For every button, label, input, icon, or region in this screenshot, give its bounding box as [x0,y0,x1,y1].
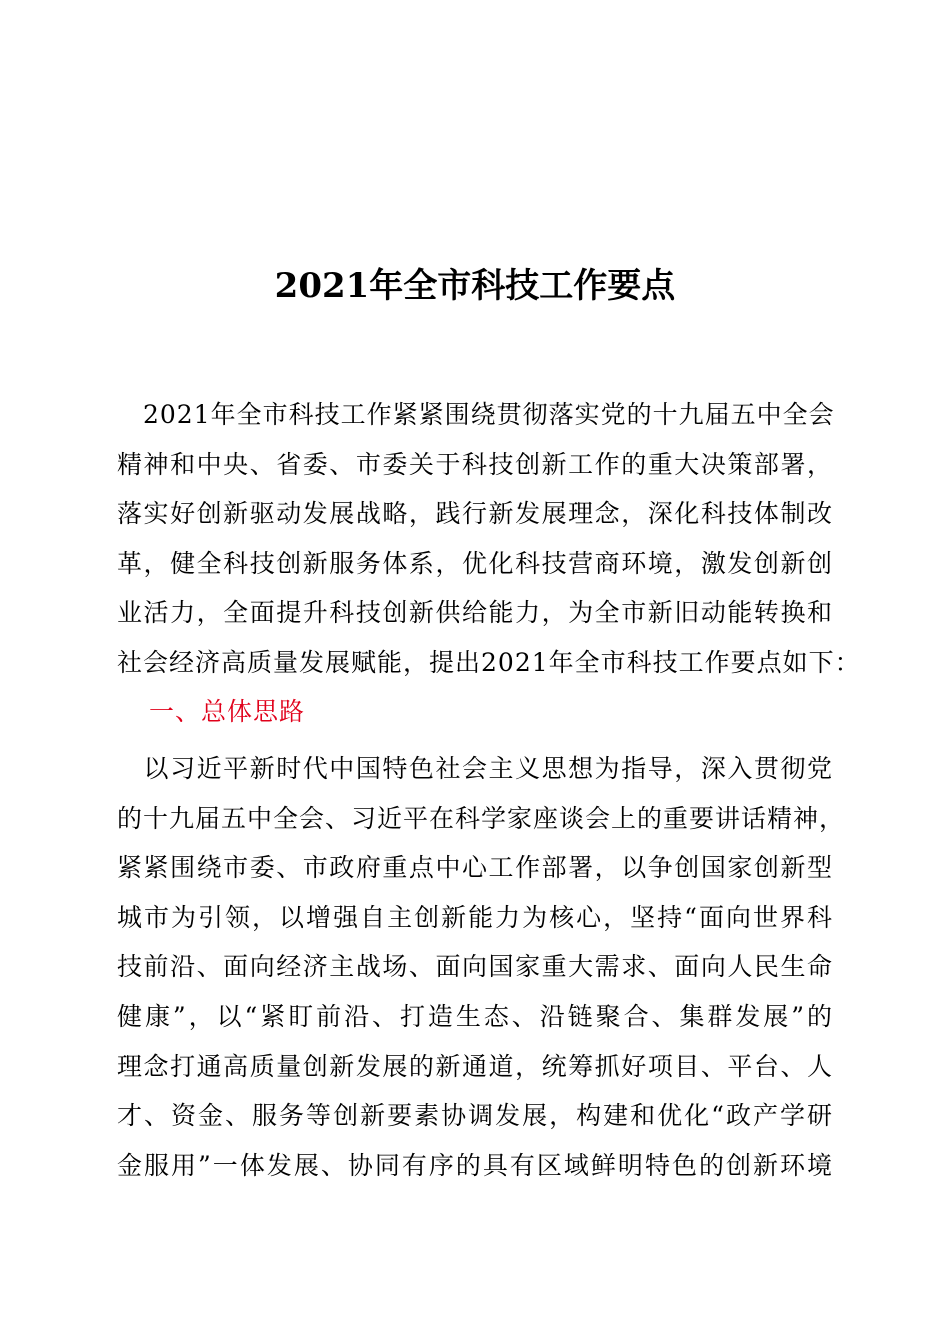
paragraph-line: 健康”，以“紧盯前沿、打造生态、沿链聚合、集群发展”的 [117,1001,833,1031]
paragraph-line: 金服用”一体发展、协同有序的具有区域鲜明特色的创新环境 [117,1150,833,1180]
paragraph-line: 紧紧围绕市委、市政府重点中心工作部署，以争创国家创新型 [117,853,833,883]
paragraph-line: 技前沿、面向经济主战场、面向国家重大需求、面向人民生命 [117,952,833,982]
paragraph-line: 才、资金、服务等创新要素协调发展，构建和优化“政产学研 [117,1101,833,1131]
paragraph-line: 落实好创新驱动发展战略，践行新发展理念，深化科技体制改 [117,499,833,529]
paragraph-line: 以习近平新时代中国特色社会主义思想为指导，深入贯彻党 [117,754,833,783]
section-heading: 一、总体思路 [149,697,306,726]
paragraph-intro [117,390,861,688]
paragraph-line: 社会经济高质量发展赋能，提出2021年全市科技工作要点如下： [117,647,861,677]
paragraph-line: 革，健全科技创新服务体系，优化科技营商环境，激发创新创 [117,548,833,578]
paragraph-line: 业活力，全面提升科技创新供给能力，为全市新旧动能转换和 [117,598,833,628]
paragraph-line: 2021年全市科技工作紧紧围绕贯彻落实党的十九届五中全会 [117,400,835,429]
paragraph-line: 城市为引领，以增强自主创新能力为核心，坚持“面向世界科 [117,902,833,932]
paragraph-overall-approach [117,744,846,1190]
paragraph-line: 理念打通高质量创新发展的新通道，统筹抓好项目、平台、人 [117,1051,833,1081]
paragraph-line: 精神和中央、省委、市委关于科技创新工作的重大决策部署， [117,449,833,479]
document-title: 2021年全市科技工作要点 [274,266,676,306]
paragraph-line: 的十九届五中全会、习近平在科学家座谈会上的重要讲话精神， [117,803,846,833]
